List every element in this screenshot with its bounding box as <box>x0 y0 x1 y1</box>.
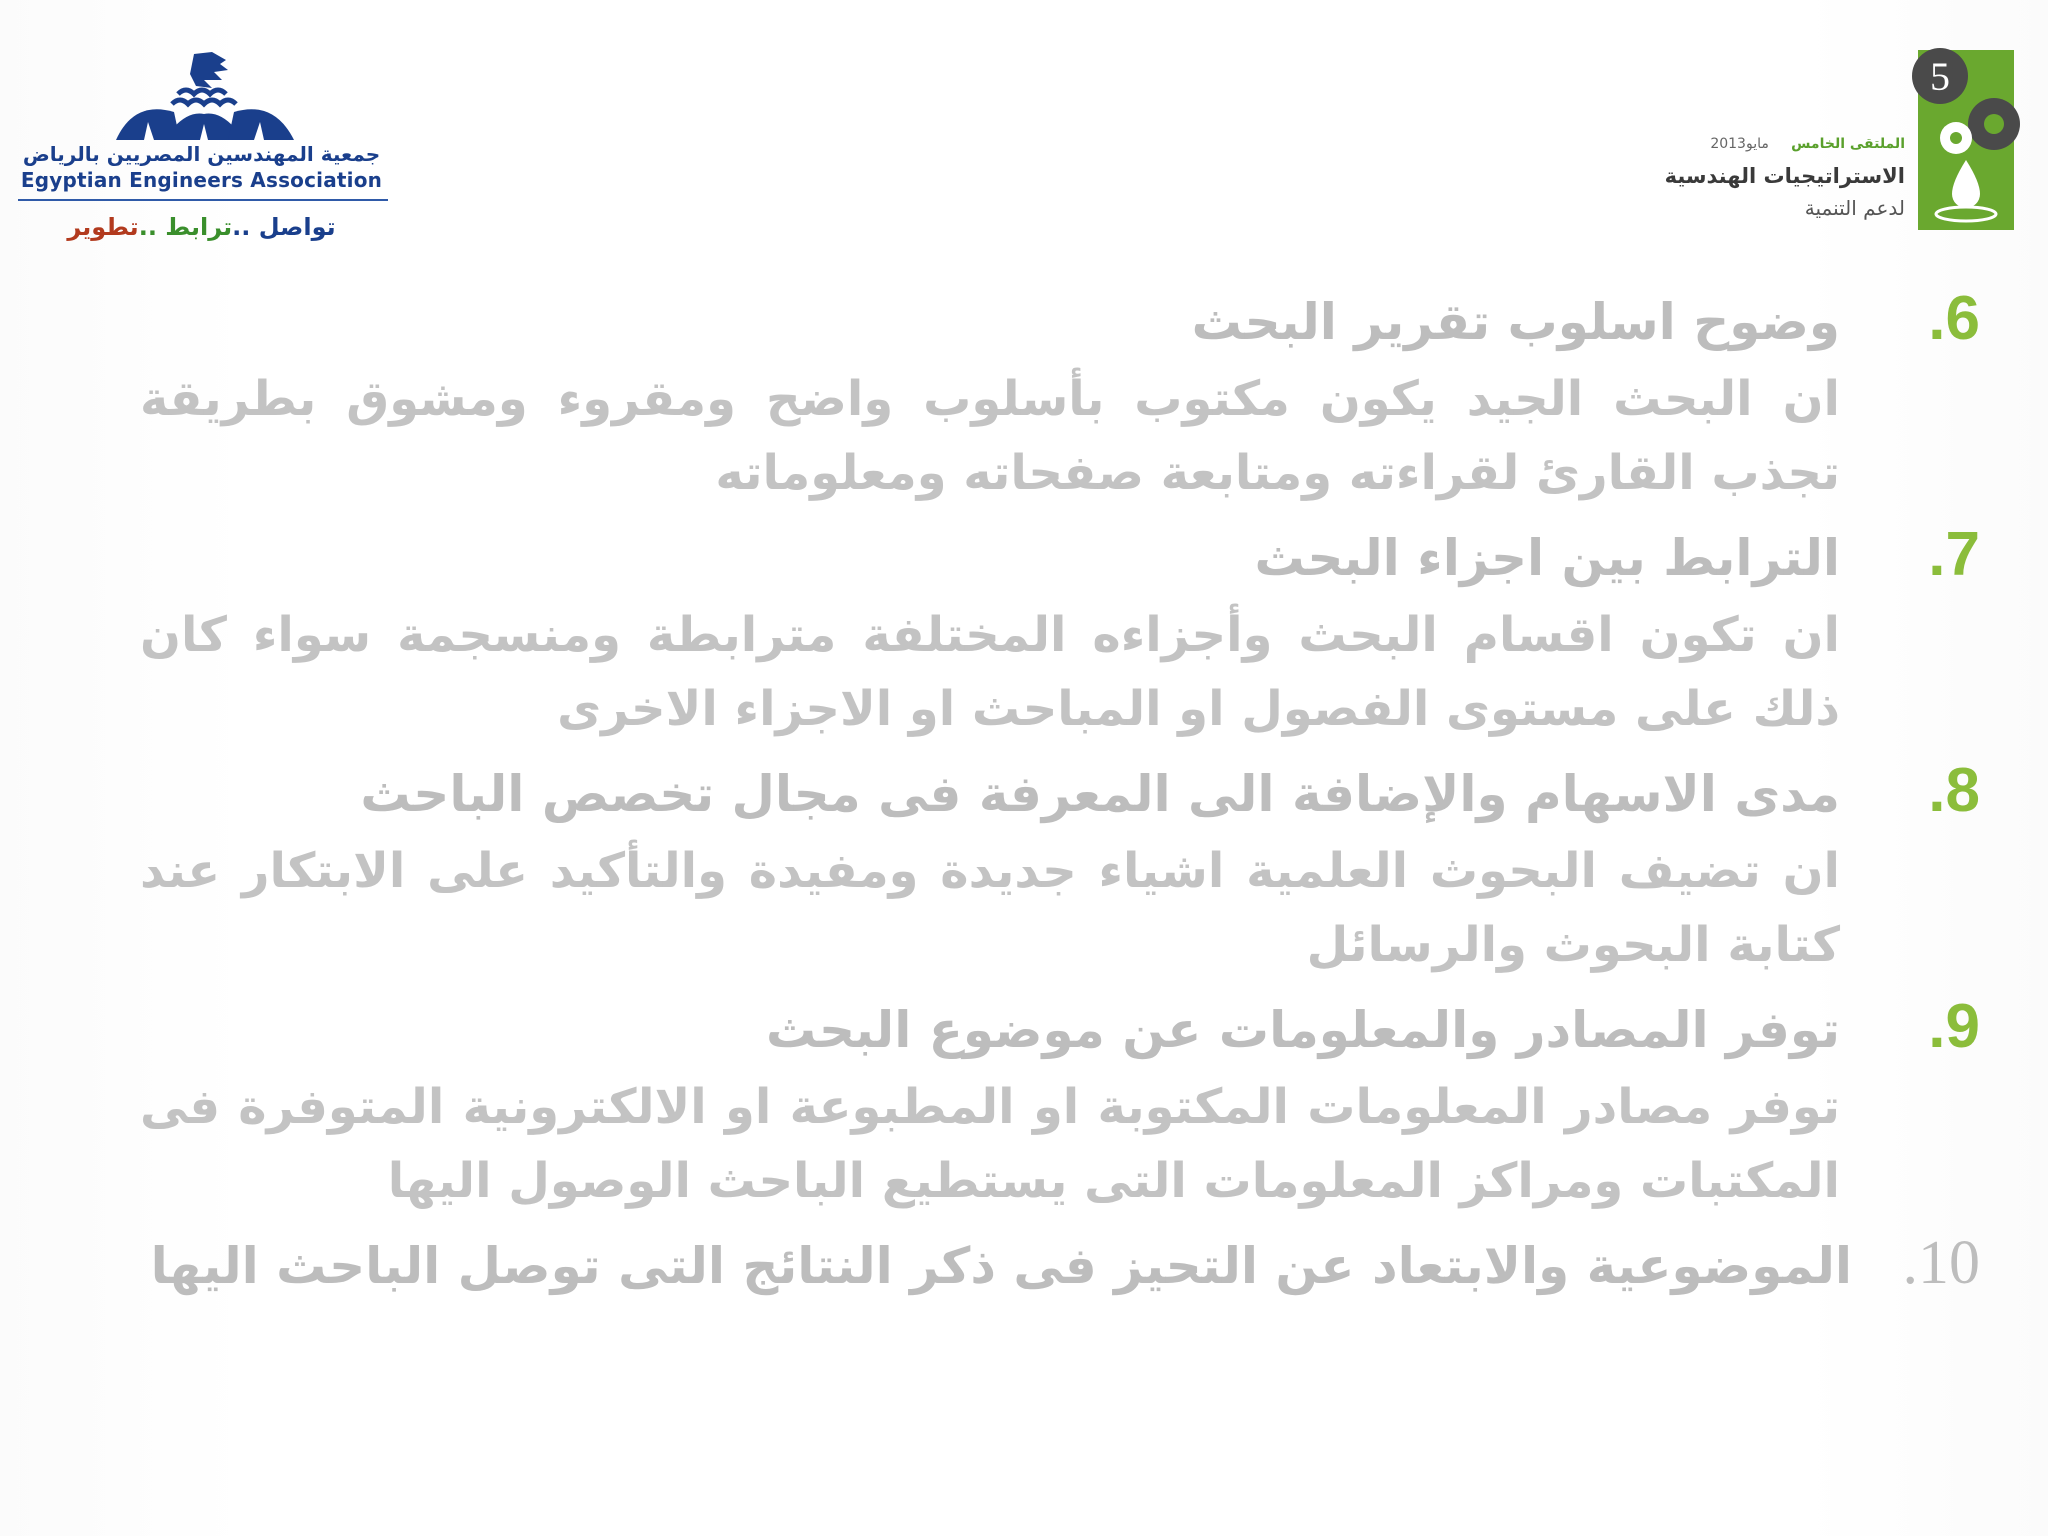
item-body: توفر مصادر المعلومات المكتوبة او المطبوعة او الالكترونية المتوفرة فى المكتبات ومراكز المعلومات التى يستطيع الباحث الوصول اليها <box>140 1079 1840 1209</box>
item-number: .6 <box>1928 284 1980 353</box>
forum-badge-number: 5 <box>1930 54 1950 99</box>
eea-arabic-name: جمعية المهندسين المصريين بالرياض <box>22 142 381 166</box>
item-title: الترابط بين اجزاء البحث <box>1254 529 1840 587</box>
list-item <box>140 1224 1980 1306</box>
item-title: وضوح اسلوب تقرير البحث <box>1191 293 1840 351</box>
item-title: مدى الاسهام والإضافة الى المعرفة فى مجال تخصص الباحث <box>360 765 1840 823</box>
forum-label-line <box>1660 136 1905 152</box>
list-item <box>140 280 1980 510</box>
item-body: ان تضيف البحوث العلمية اشياء جديدة ومفيدة والتأكيد على الابتكار عند كتابة البحوث والرسائل <box>140 843 1840 973</box>
list-item <box>140 752 1980 982</box>
item-number: .9 <box>1928 992 1980 1061</box>
criteria-list <box>140 280 1980 1306</box>
forum-title: الاستراتيجيات الهندسية <box>1664 164 1905 188</box>
eea-tagline <box>14 213 389 241</box>
item-number: .7 <box>1928 520 1980 589</box>
forum-subtitle: لدعم التنمية <box>1804 196 1905 220</box>
eea-english-name: Egyptian Engineers Association <box>20 168 383 192</box>
item-body: ان تكون اقسام البحث وأجزاءه المختلفة مترابطة ومنسجمة سواء كان ذلك على مستوى الفصول او المباحث او الاجزاء الاخرى <box>140 607 1840 737</box>
list-item <box>140 516 1980 746</box>
tagline-connect: ترابط .. <box>138 213 233 241</box>
list-item <box>140 988 1980 1218</box>
item-title: توفر المصادر والمعلومات عن موضوع البحث <box>766 1001 1840 1059</box>
forum-date: مايو2013 <box>1710 136 1769 152</box>
item-title: الموضوعية والابتعاد عن التحيز فى ذكر النتائج التى توصل الباحث اليها <box>150 1237 1852 1295</box>
logo-divider <box>18 199 388 201</box>
fifth-forum-logo <box>1660 38 2020 238</box>
egyptian-engineers-association-logo <box>14 50 394 260</box>
item-number: .8 <box>1928 756 1980 825</box>
eagle-emblem-icon <box>104 50 304 142</box>
tagline-develop: تطوير <box>67 213 139 241</box>
item-body: ان البحث الجيد يكون مكتوب بأسلوب واضح ومقروء ومشوق بطريقة تجذب القارئ لقراءته ومتابعة صفحاته ومعلوماته <box>140 371 1840 501</box>
item-number: .10 <box>1902 1229 1980 1297</box>
forum-label: الملتقى الخامس <box>1791 136 1905 152</box>
forum-badge-icon <box>1912 42 2020 232</box>
tagline-communicate: تواصل .. <box>232 213 336 241</box>
